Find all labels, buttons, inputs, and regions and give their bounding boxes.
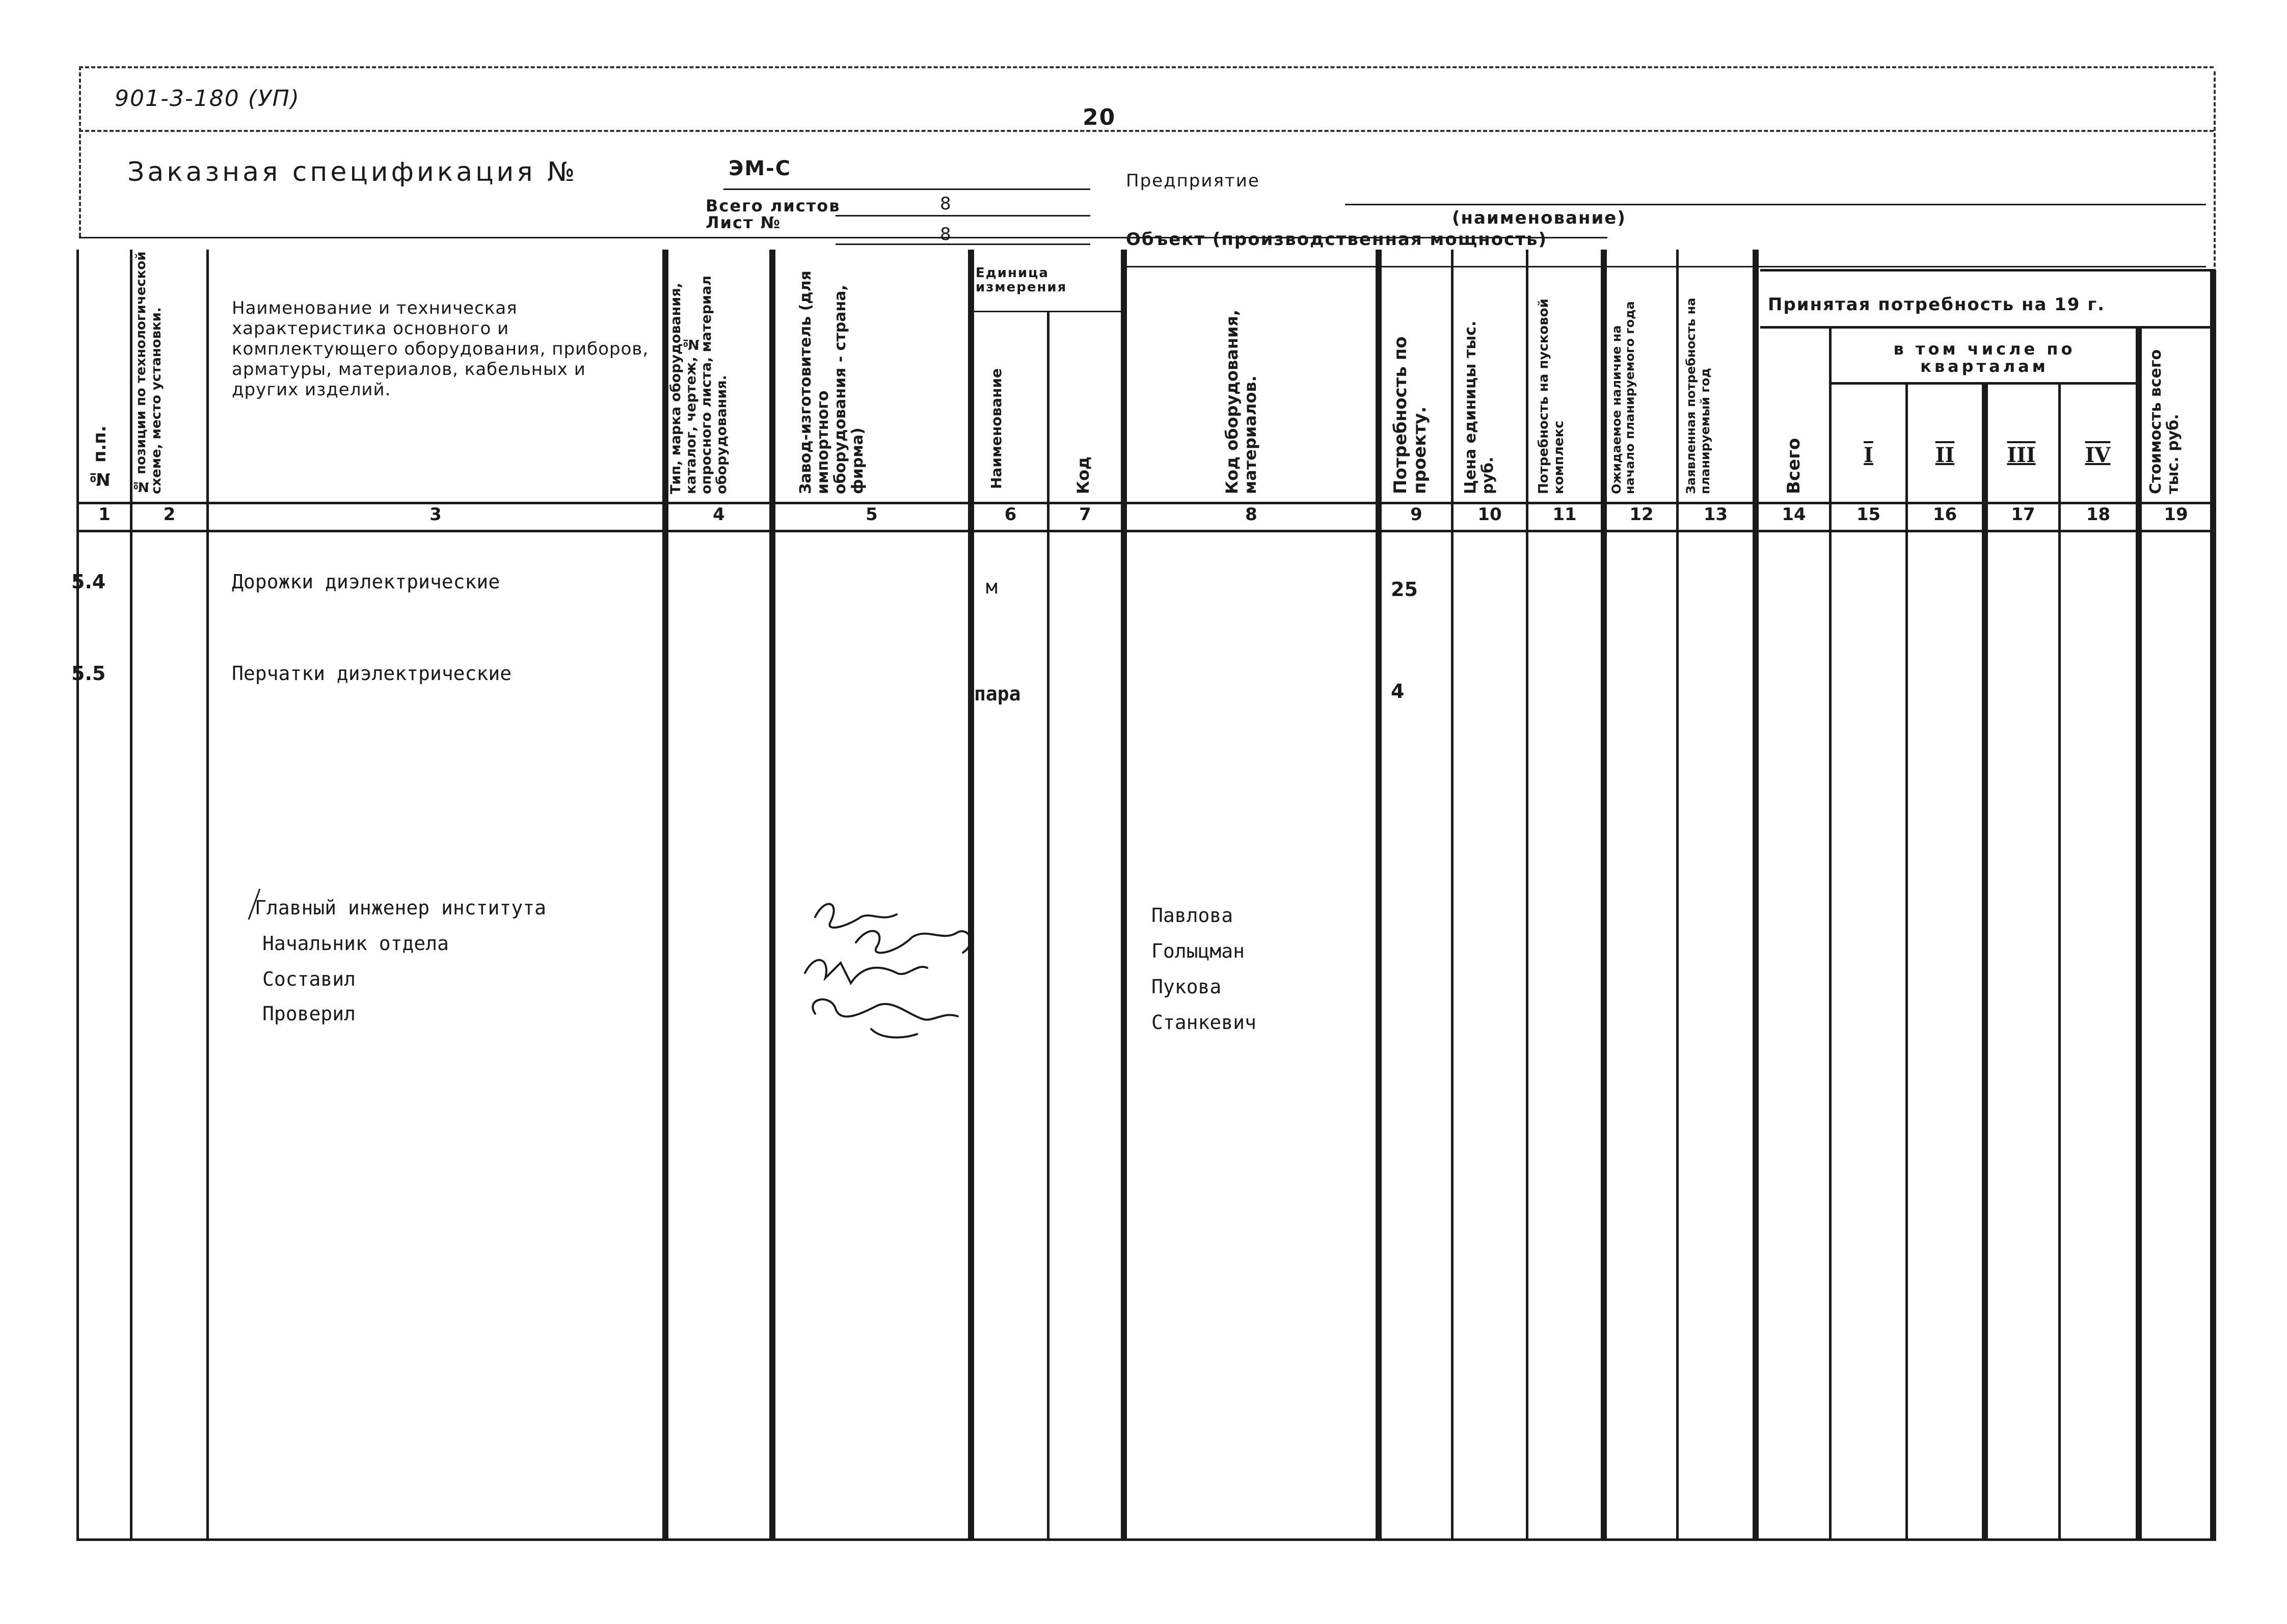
col-line-2	[206, 250, 209, 1541]
signature-role: Составил	[262, 968, 356, 990]
signature-role: Начальник отдела	[262, 932, 449, 955]
col-header-6: Наименование	[988, 368, 1005, 489]
col-line-15	[1905, 382, 1908, 1541]
col-header-16: II	[1935, 443, 1955, 467]
slash-mark	[245, 886, 265, 922]
col-header-8: Код оборудования, материалов.	[1222, 309, 1260, 494]
col-number: 19	[2164, 504, 2188, 525]
column-number-bottom-line	[79, 530, 2214, 532]
col-line-12	[1676, 250, 1679, 1541]
col-line-17	[2058, 382, 2061, 1541]
header-divider	[79, 237, 1607, 238]
col-header-14: Всего	[1784, 438, 1804, 494]
col-header-18: IV	[2085, 443, 2111, 467]
col-line-1	[130, 250, 132, 1541]
name-caption: (наименование)	[1452, 208, 1626, 228]
sheet-number: 8	[940, 224, 952, 245]
sheets-total-underline	[836, 215, 1090, 216]
col-number: 8	[1245, 504, 1257, 525]
col-number: 13	[1703, 504, 1728, 525]
frame-left	[79, 66, 81, 237]
enterprise-label: Предприятие	[1126, 171, 1260, 191]
col-number: 4	[713, 504, 725, 525]
col-number: 15	[1856, 504, 1881, 525]
col-header-1: № п.п.	[90, 425, 110, 489]
col-line-19	[2210, 270, 2216, 1541]
col-number: 5	[866, 504, 878, 525]
sheet-number-underline	[836, 243, 1090, 245]
spec-title: Заказная спецификация №	[127, 157, 578, 187]
col-number: 10	[1477, 504, 1502, 525]
col-header-2: № позиции по технологической схеме, место установки.	[133, 251, 164, 494]
col-header-3: Наименование и техническая характеристика основного и комплектующего оборудования, приборов, арматуры, материалов, кабельных и других изделий.	[232, 298, 649, 400]
col-number: 17	[2011, 504, 2035, 525]
col-number: 12	[1629, 504, 1654, 525]
spec-number-underline	[723, 188, 1090, 190]
handwritten-signatures	[795, 886, 1009, 1054]
object-label: Объект (производственная мощность)	[1126, 229, 1548, 250]
col-line-13	[1753, 250, 1759, 1541]
col-header-13: Заявленная потребность на планируемый год	[1684, 297, 1712, 494]
col-header-17: III	[2007, 443, 2036, 467]
col-line-7	[1121, 250, 1127, 1541]
col-line-0	[76, 250, 79, 1541]
col-header-19: Стоимость всего тыс. руб.	[2147, 349, 2182, 494]
col-line-9	[1451, 250, 1454, 1541]
sheets-total: 8	[940, 194, 952, 214]
row-quantity: 4	[1391, 680, 1405, 702]
row-item-name: Перчатки диэлектрические	[232, 662, 512, 685]
row-unit: пара	[974, 683, 1021, 705]
col-number: 6	[1004, 504, 1017, 525]
col-header-accepted-group: Принятая потребность на 19 г.	[1768, 294, 2106, 315]
sheets-total-label: Всего листов	[706, 196, 841, 215]
col-number: 1	[98, 504, 111, 525]
col-number: 7	[1079, 504, 1091, 525]
enterprise-line	[1345, 204, 2206, 205]
spec-number: ЭМ-С	[729, 157, 792, 180]
col-number: 14	[1782, 504, 1806, 525]
signature-role: Проверил	[262, 1003, 356, 1025]
col-line-6	[1047, 311, 1050, 1541]
col-number: 11	[1552, 504, 1577, 525]
signature-name: Станкевич	[1151, 1011, 1256, 1034]
col-line-10	[1526, 250, 1528, 1541]
doc-code: 901-3-180 (УП)	[115, 86, 300, 112]
col-header-15: I	[1864, 443, 1873, 467]
row-unit: м	[986, 576, 998, 598]
sheet-label: Лист №	[706, 213, 782, 232]
signature-name: Павлова	[1151, 904, 1233, 927]
col-header-5: Завод-изготовитель (для импортного оборудования - страна, фирма)	[797, 270, 867, 494]
col-header-10: Цена единицы тыс. руб.	[1462, 320, 1497, 494]
col-number: 2	[163, 504, 176, 525]
frame-right	[2214, 71, 2216, 285]
table-bottom-line	[79, 1538, 2214, 1541]
col-number: 3	[429, 504, 442, 525]
row-item-name: Дорожки диэлектрические	[232, 571, 500, 593]
accepted-sub-line	[1760, 326, 2214, 329]
col-header-unit-group: Единица измерения	[976, 265, 1067, 295]
row-quantity: 25	[1391, 578, 1418, 601]
page-number: 20	[1083, 104, 1116, 130]
signature-name: Пукова	[1151, 976, 1222, 998]
col-line-16	[1982, 382, 1988, 1541]
table-top-line	[1760, 269, 2214, 272]
col-header-11: Потребность на пусковой комплекс	[1536, 299, 1567, 494]
frame-top	[79, 66, 2214, 68]
signature-name: Голыцман	[1151, 940, 1245, 962]
object-line	[1126, 266, 2206, 267]
col-line-8	[1376, 250, 1382, 1541]
row-position: 5.4	[71, 571, 106, 593]
col-header-9: Потребность по проекту.	[1390, 336, 1430, 494]
frame-mid-line	[79, 130, 2214, 132]
col-number: 18	[2086, 504, 2111, 525]
col-line-18	[2136, 326, 2142, 1541]
row-position: 5.5	[71, 662, 106, 685]
col-header-12: Ожидаемое наличие на начало планируемого года	[1609, 301, 1637, 494]
col-header-7: Код	[1073, 456, 1093, 494]
col-line-11	[1601, 250, 1607, 1541]
col-number: 9	[1410, 504, 1422, 525]
col-header-4: Тип, марка оборудования, каталог, чертеж, № опросного листа, материал оборудования.	[668, 275, 730, 494]
col-number: 16	[1932, 504, 1957, 525]
signature-role: Главный инженер института	[255, 897, 546, 919]
col-header-quarter-group: в том числе по кварталам	[1893, 339, 2076, 376]
col-line-4	[769, 250, 775, 1541]
